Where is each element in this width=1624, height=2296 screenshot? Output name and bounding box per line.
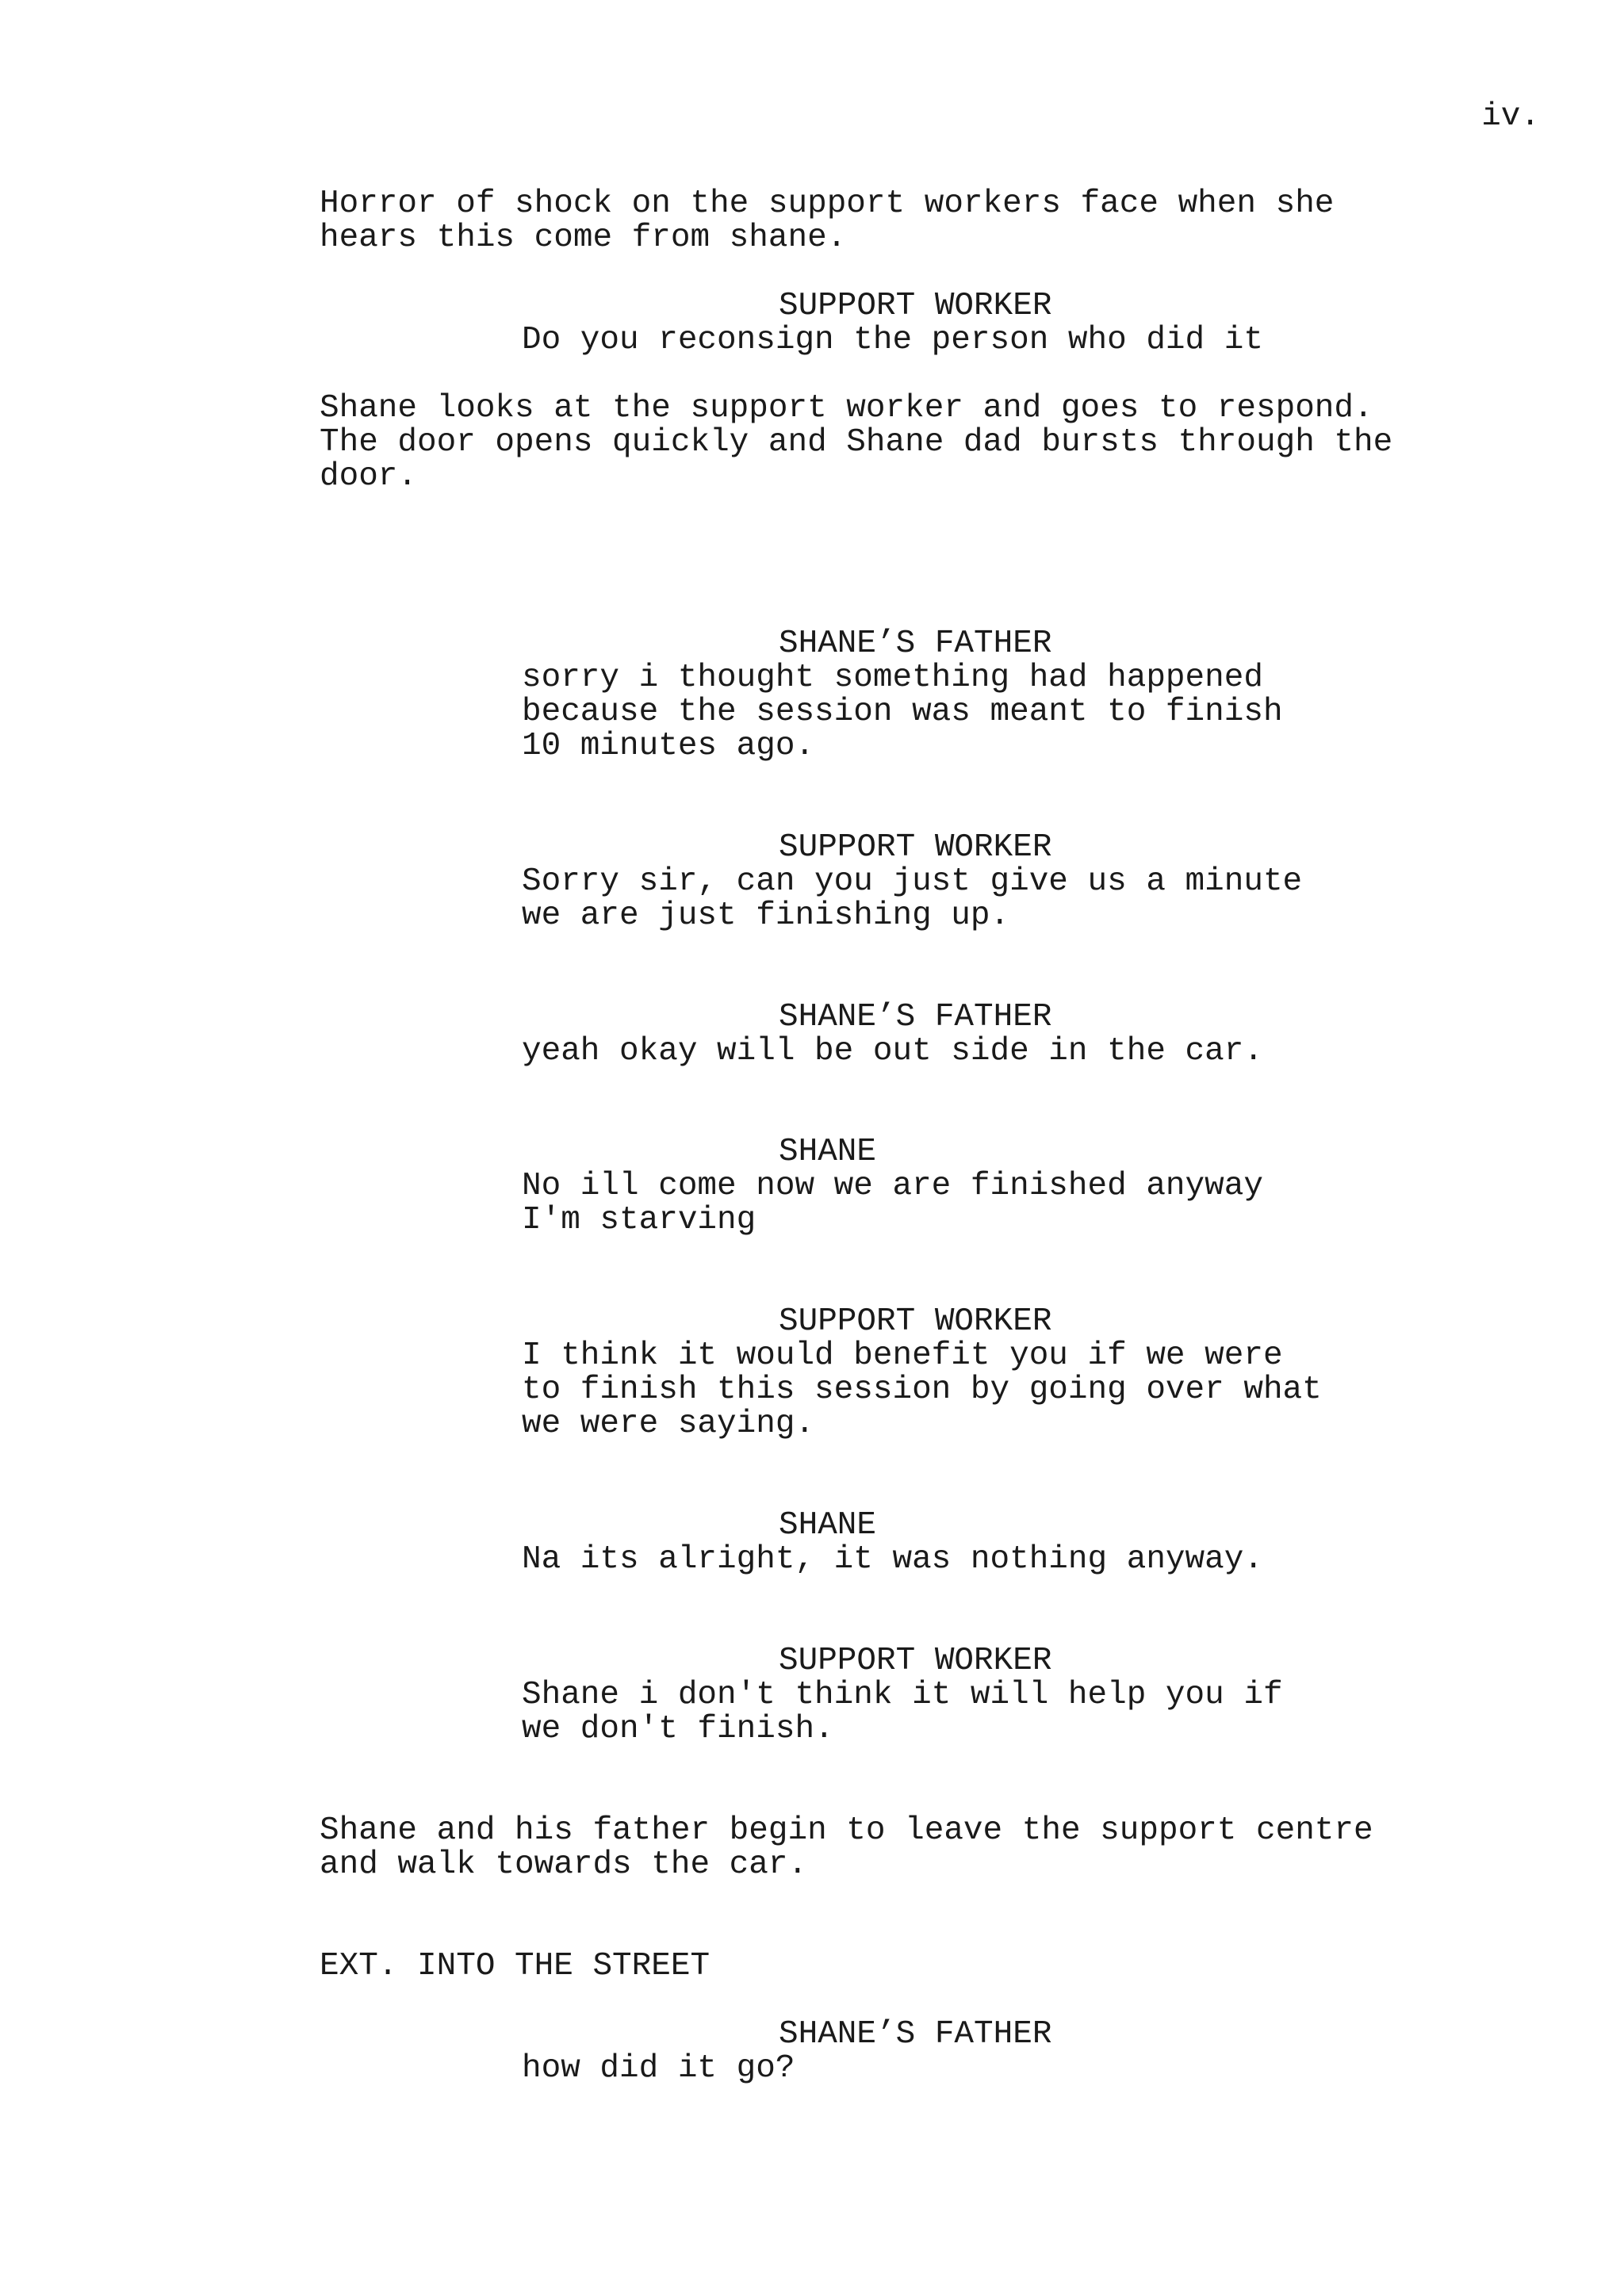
dialogue-line: Do you reconsign the person who did it — [522, 322, 1263, 358]
character-cue: SHANE’S FATHER — [779, 2016, 1052, 2053]
action-line: door. — [320, 458, 418, 495]
dialogue-line: yeah okay will be out side in the car. — [522, 1033, 1263, 1070]
action-line: Horror of shock on the support workers face when she — [320, 186, 1335, 222]
dialogue-line: we don't finish. — [522, 1711, 834, 1747]
character-cue: SUPPORT WORKER — [779, 829, 1052, 866]
character-cue: SUPPORT WORKER — [779, 1643, 1052, 1679]
character-cue: SHANE — [779, 1134, 877, 1170]
dialogue-line: 10 minutes ago. — [522, 728, 815, 764]
dialogue-line: we are just finishing up. — [522, 897, 1010, 934]
character-cue: SUPPORT WORKER — [779, 288, 1052, 324]
dialogue-line: I'm starving — [522, 1202, 756, 1238]
action-line: Shane looks at the support worker and goes to respond. — [320, 390, 1373, 427]
character-cue: SHANE — [779, 1507, 877, 1544]
dialogue-line: we were saying. — [522, 1406, 815, 1442]
page-number: iv. — [1481, 98, 1540, 135]
character-cue: SHANE’S FATHER — [779, 626, 1052, 662]
dialogue-line: sorry i thought something had happened — [522, 660, 1263, 696]
dialogue-line: Sorry sir, can you just give us a minute — [522, 863, 1303, 900]
dialogue-line: I think it would benefit you if we were — [522, 1337, 1283, 1374]
action-line: The door opens quickly and Shane dad bursts through the — [320, 424, 1393, 461]
action-line: Shane and his father begin to leave the support centre — [320, 1812, 1373, 1849]
character-cue: SHANE’S FATHER — [779, 999, 1052, 1035]
dialogue-line: No ill come now we are finished anyway — [522, 1168, 1263, 1204]
dialogue-line: to finish this session by going over what — [522, 1372, 1322, 1408]
action-line: and walk towards the car. — [320, 1846, 808, 1883]
character-cue: SUPPORT WORKER — [779, 1303, 1052, 1340]
dialogue-line: Shane i don't think it will help you if — [522, 1677, 1283, 1713]
scene-heading: EXT. INTO THE STREET — [320, 1948, 710, 1984]
action-line: hears this come from shane. — [320, 220, 847, 256]
dialogue-line: because the session was meant to finish — [522, 694, 1283, 730]
dialogue-line: how did it go? — [522, 2050, 795, 2087]
dialogue-line: Na its alright, it was nothing anyway. — [522, 1541, 1263, 1578]
